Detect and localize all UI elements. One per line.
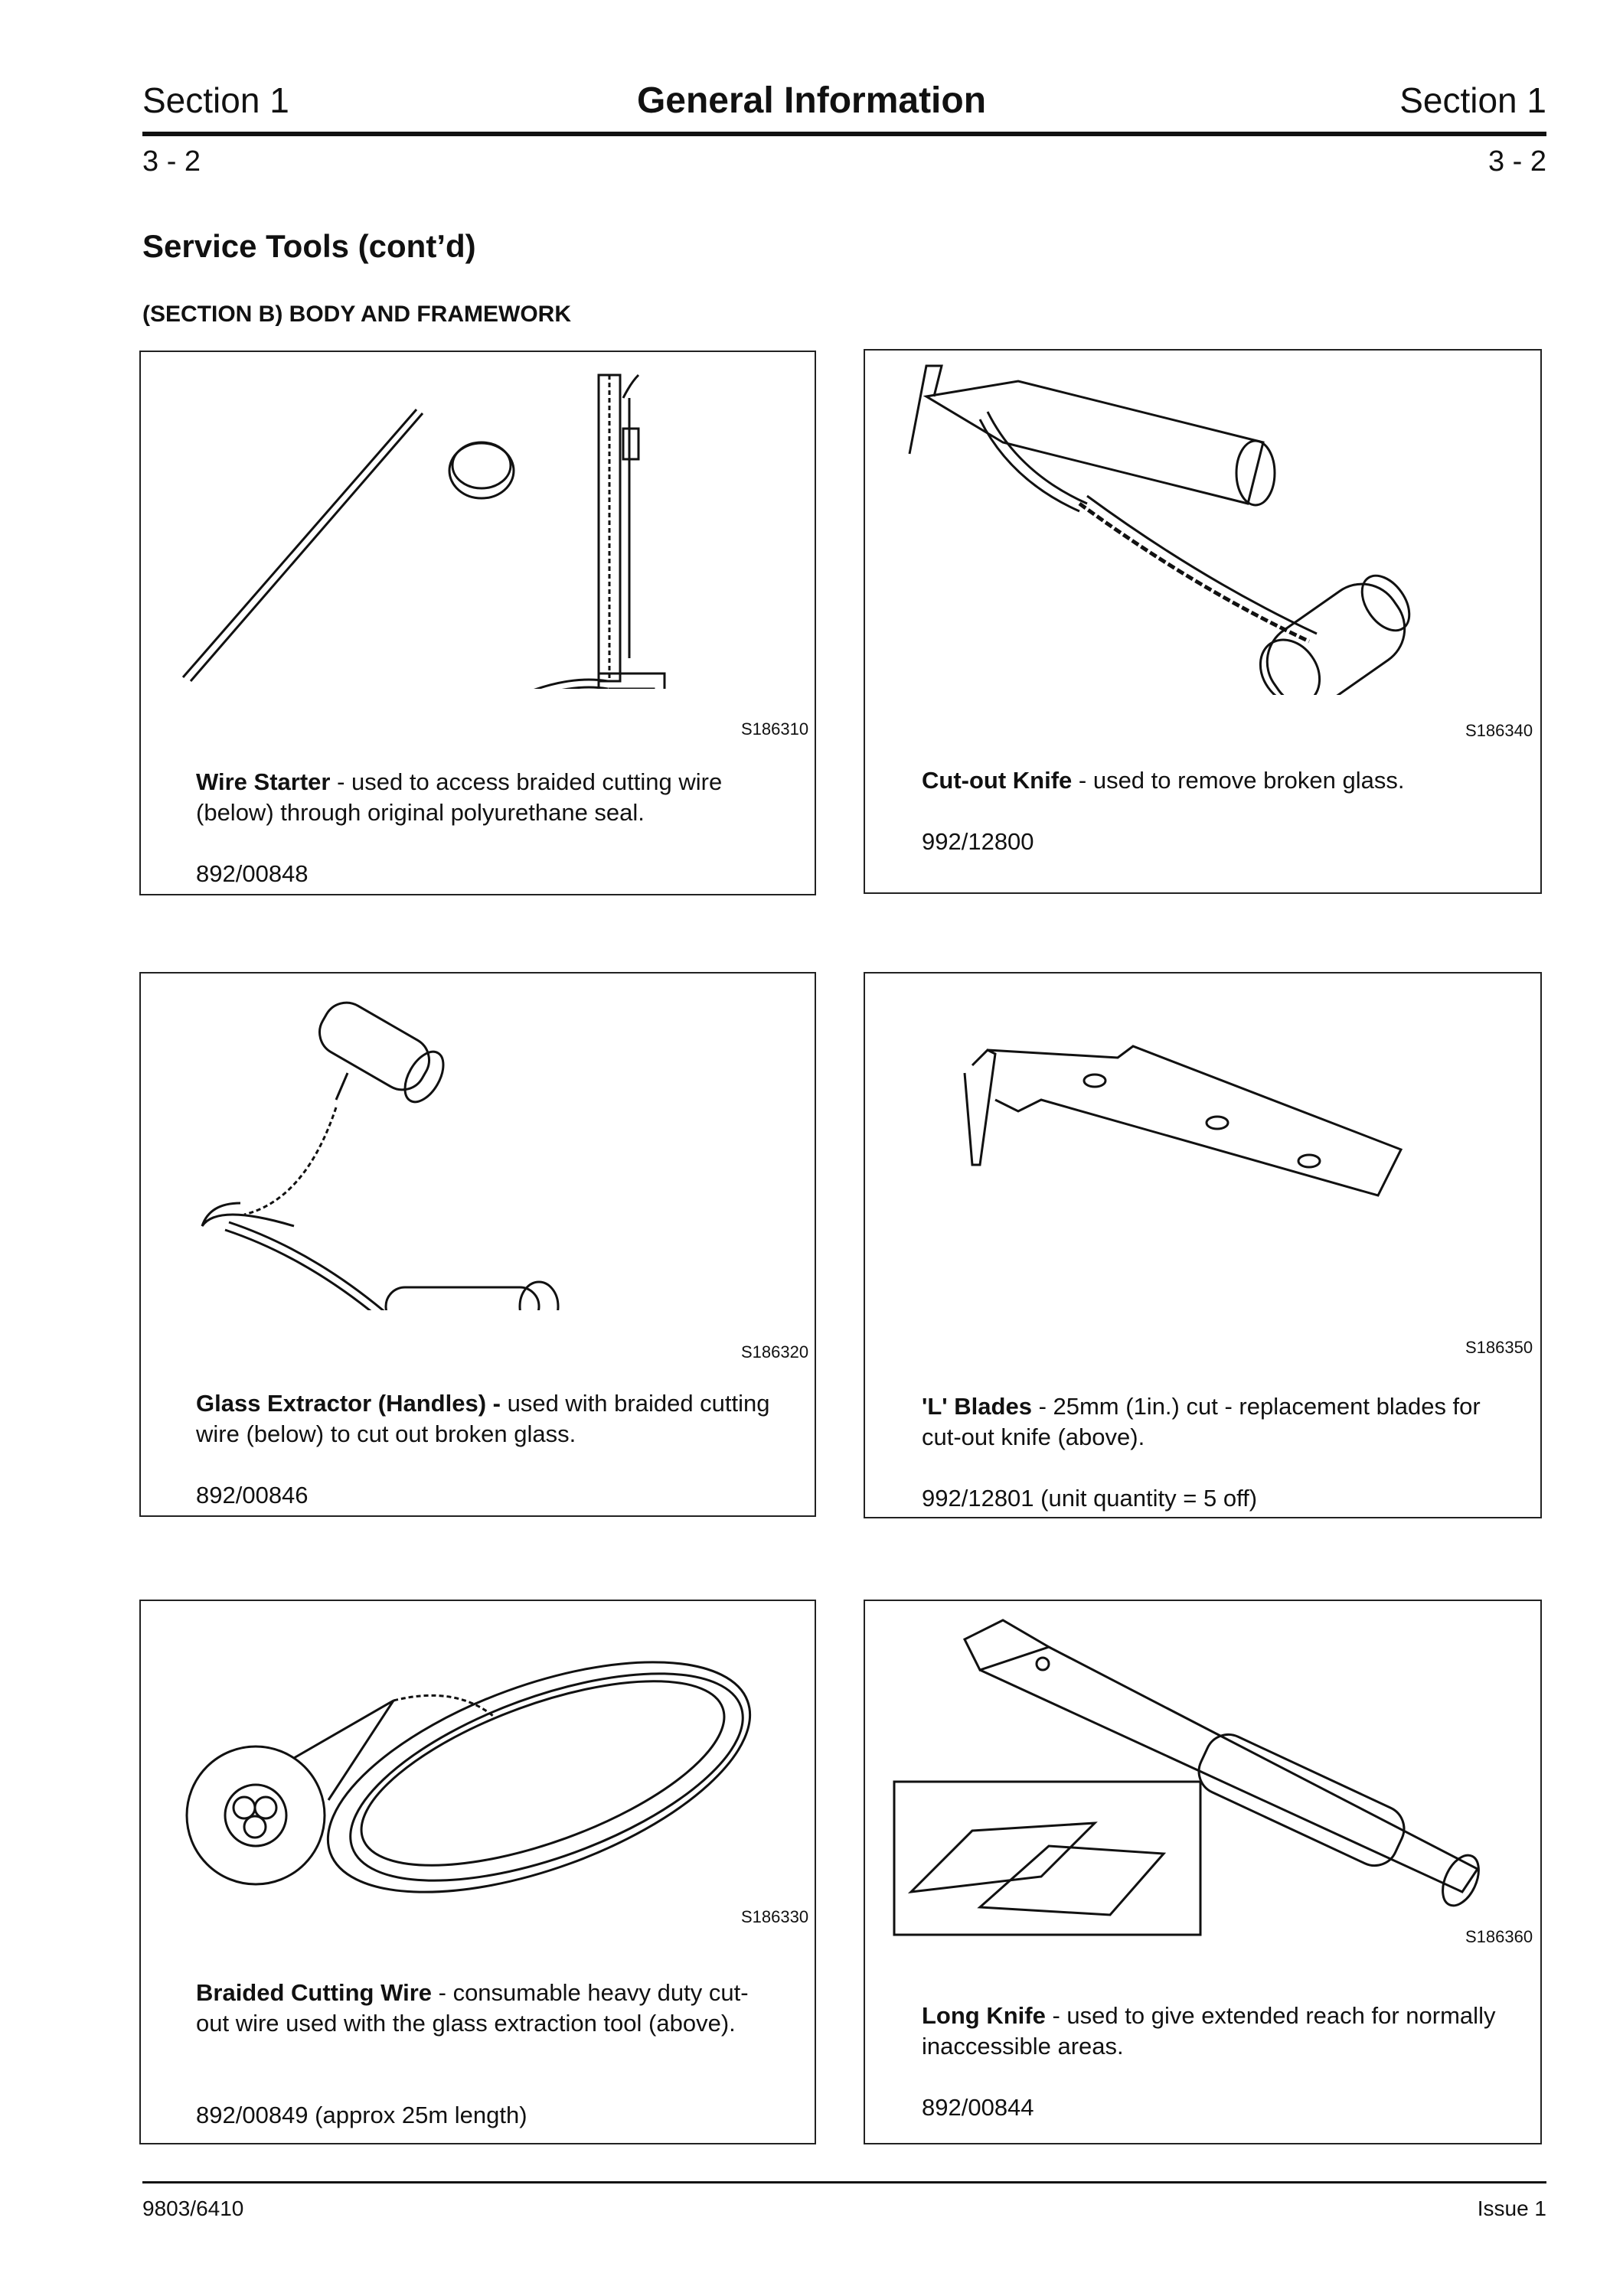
tool-card-long-knife xyxy=(864,1600,1542,2144)
header-section-right: Section 1 xyxy=(1399,80,1546,120)
tool-desc-text: - consumable heavy duty cut-out wire used with the glass extraction tool (above). xyxy=(196,1979,749,2037)
footer-doc-number: 9803/6410 xyxy=(142,2197,244,2220)
figure-code: S186320 xyxy=(741,1342,809,1362)
tool-desc-text: used with braided cutting wire (below) to cut out broken glass. xyxy=(196,1390,770,1447)
wire-starter-illustration xyxy=(141,352,815,689)
header-section-left: Section 1 xyxy=(142,80,289,120)
figure-code: S186340 xyxy=(1465,721,1533,740)
part-number: 892/00848 xyxy=(196,860,309,887)
l-blades-illustration xyxy=(865,974,1539,1310)
figure-code: S186360 xyxy=(1465,1927,1533,1946)
tool-name: Wire Starter xyxy=(196,768,331,795)
footer-issue: Issue 1 xyxy=(1477,2197,1546,2220)
long-knife-illustration xyxy=(865,1601,1539,1961)
cut-out-knife-illustration xyxy=(865,351,1539,695)
page-number-right: 3 - 2 xyxy=(1487,145,1546,178)
glass-extractor-illustration xyxy=(141,974,815,1310)
part-number: 892/00849 (approx 25m length) xyxy=(196,2102,527,2128)
figure-code: S186310 xyxy=(741,719,809,739)
tool-desc-text: - used to remove broken glass. xyxy=(1072,767,1405,794)
figure-code: S186350 xyxy=(1465,1338,1533,1357)
tool-description xyxy=(196,1978,778,2039)
page-title: Service Tools (cont’d) xyxy=(142,228,476,264)
tool-name: Braided Cutting Wire xyxy=(196,1979,433,2006)
tool-card-l-blades xyxy=(864,972,1542,1518)
tool-desc-text: - used to access braided cutting wire (below) through original polyurethane seal. xyxy=(196,768,723,826)
part-number: 992/12801 (unit quantity = 5 off) xyxy=(922,1485,1258,1512)
part-number: 892/00844 xyxy=(922,2094,1034,2121)
tool-name: Cut-out Knife xyxy=(922,767,1073,794)
footer-rule xyxy=(142,2181,1546,2183)
tool-desc-text: - used to give extended reach for normally inaccessible areas. xyxy=(922,2002,1496,2060)
tool-name: Long Knife xyxy=(922,2002,1046,2029)
tool-card-braided-cutting-wire xyxy=(139,1600,816,2144)
figure-code: S186330 xyxy=(741,1907,809,1926)
part-number: 892/00846 xyxy=(196,1482,309,1508)
tool-description xyxy=(922,2001,1527,2062)
tool-card-wire-starter xyxy=(139,351,816,895)
tool-description xyxy=(196,767,793,828)
tool-desc-text: - 25mm (1in.) cut - replacement blades for cut-out knife (above). xyxy=(922,1393,1481,1450)
part-number: 992/12800 xyxy=(922,828,1034,855)
tool-description xyxy=(922,765,1527,796)
header-title: General Information xyxy=(636,80,987,121)
page-number-left: 3 - 2 xyxy=(142,145,201,178)
tool-card-cut-out-knife xyxy=(864,349,1542,894)
tool-name: 'L' Blades xyxy=(922,1393,1032,1420)
tool-name: Glass Extractor (Handles) - xyxy=(196,1390,501,1417)
tool-description xyxy=(196,1388,801,1450)
header-rule xyxy=(142,132,1546,136)
braided-wire-illustration xyxy=(141,1601,815,1938)
section-subtitle: (SECTION B) BODY AND FRAMEWORK xyxy=(142,302,571,327)
tool-card-glass-extractor xyxy=(139,972,816,1517)
tool-description xyxy=(922,1391,1527,1453)
